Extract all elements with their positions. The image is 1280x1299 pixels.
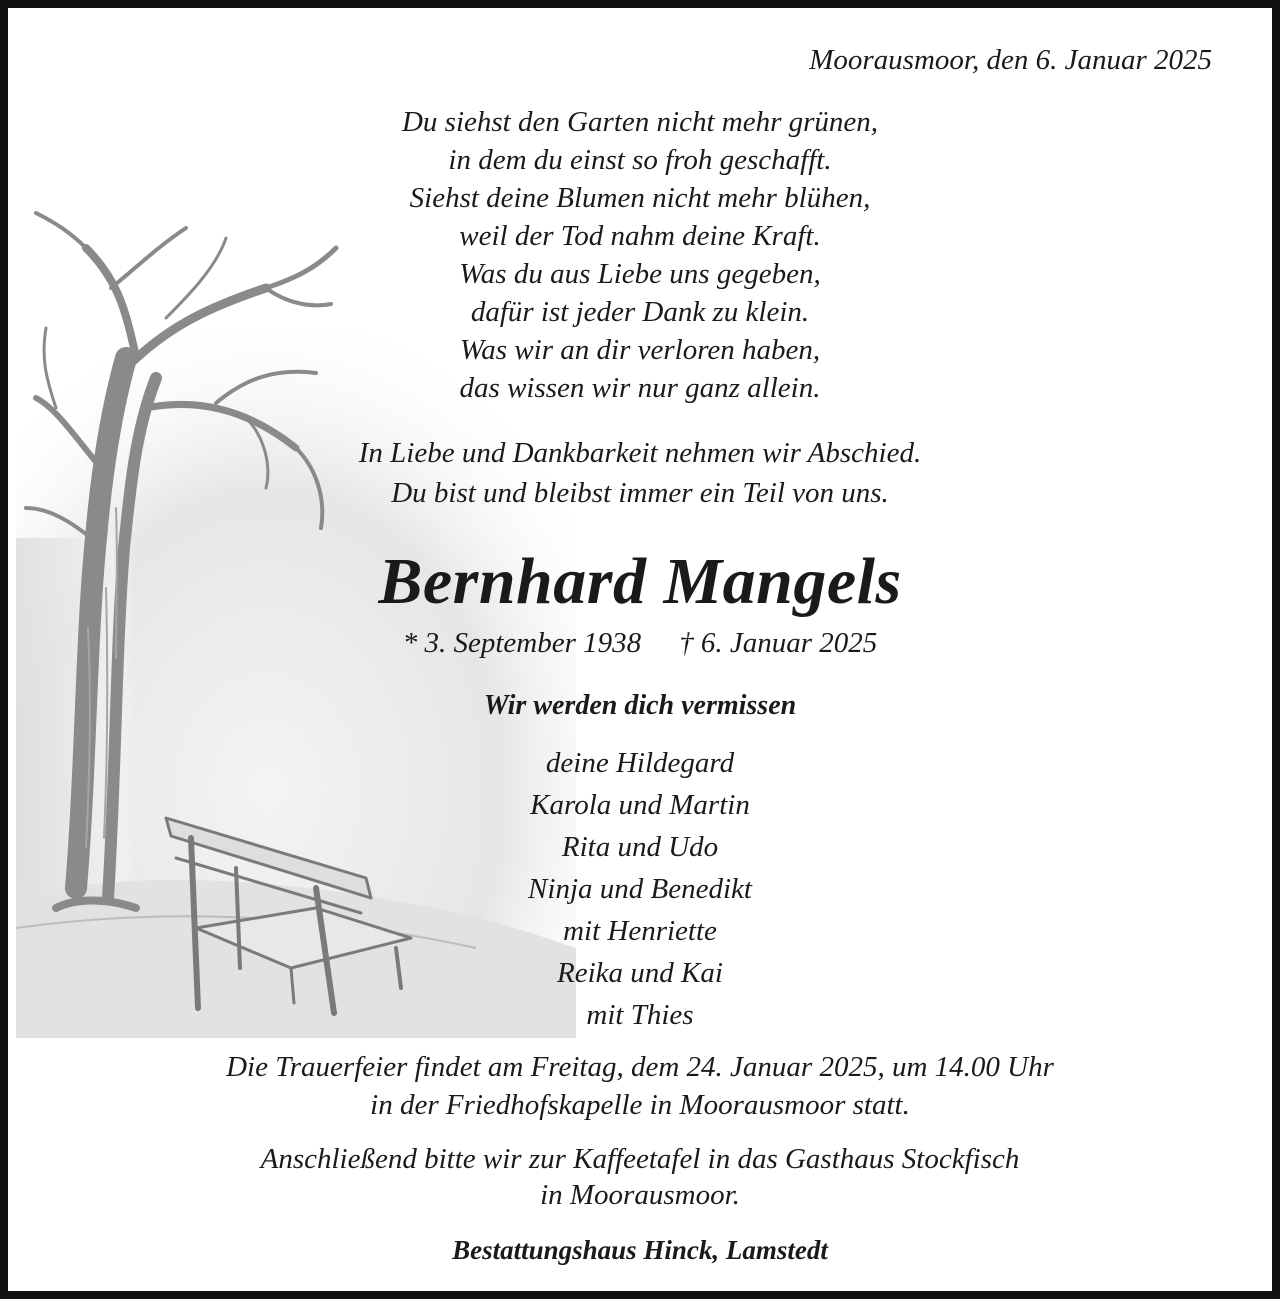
service-line: Die Trauerfeier findet am Freitag, dem 24. Januar 2025, um 14.00 Uhr <box>226 1051 1054 1083</box>
mourner-name: Reika und Kai <box>557 957 723 989</box>
farewell-line: In Liebe und Dankbarkeit nehmen wir Abschied. <box>358 437 922 469</box>
reception-line: Anschließend bitte wir zur Kaffeetafel in das Gasthaus Stockfisch <box>260 1143 1020 1175</box>
farewell-text <box>8 433 1272 513</box>
deceased-name: Bernhard Mangels <box>378 545 902 618</box>
mourner-name: deine Hildegard <box>545 747 735 779</box>
reception-line: in Moorausmoor. <box>540 1179 740 1211</box>
farewell-line: Du bist und bleibst immer ein Teil von uns. <box>391 477 889 509</box>
poem-line: Siehst deine Blumen nicht mehr blühen, <box>409 182 871 214</box>
poem-line: dafür ist jeder Dank zu klein. <box>470 296 810 328</box>
mourner-name: Rita und Udo <box>561 831 719 863</box>
mourner-name: Ninja und Benedikt <box>528 873 752 905</box>
poem-line: Was du aus Liebe uns gegeben, <box>459 258 821 290</box>
poem <box>8 103 1272 407</box>
mourners-list <box>8 742 1272 1036</box>
mourners-heading: Wir werden dich vermissen <box>483 690 797 721</box>
death-date: † 6. Januar 2025 <box>679 627 878 659</box>
poem-line: weil der Tod nahm deine Kraft. <box>459 220 821 252</box>
poem-line: Du siehst den Garten nicht mehr grünen, <box>401 106 879 138</box>
reception-info <box>8 1141 1272 1213</box>
life-dates <box>8 623 1272 663</box>
place-and-date: Moorausmoor, den 6. Januar 2025 <box>809 44 1212 76</box>
service-line: in der Friedhofskapelle in Moorausmoor statt. <box>370 1089 910 1121</box>
mourner-name: mit Henriette <box>563 915 717 947</box>
poem-line: in dem du einst so froh geschafft. <box>448 144 832 176</box>
mourner-name: Karola und Martin <box>530 789 750 821</box>
poem-line: das wissen wir nur ganz allein. <box>459 372 821 404</box>
mourner-name: mit Thies <box>586 999 694 1031</box>
funeral-service-info <box>8 1048 1272 1124</box>
birth-date: * 3. September 1938 <box>402 627 642 659</box>
poem-line: Was wir an dir verloren haben, <box>459 334 821 366</box>
undertaker-name: Bestattungshaus Hinck, Lamstedt <box>452 1235 828 1265</box>
